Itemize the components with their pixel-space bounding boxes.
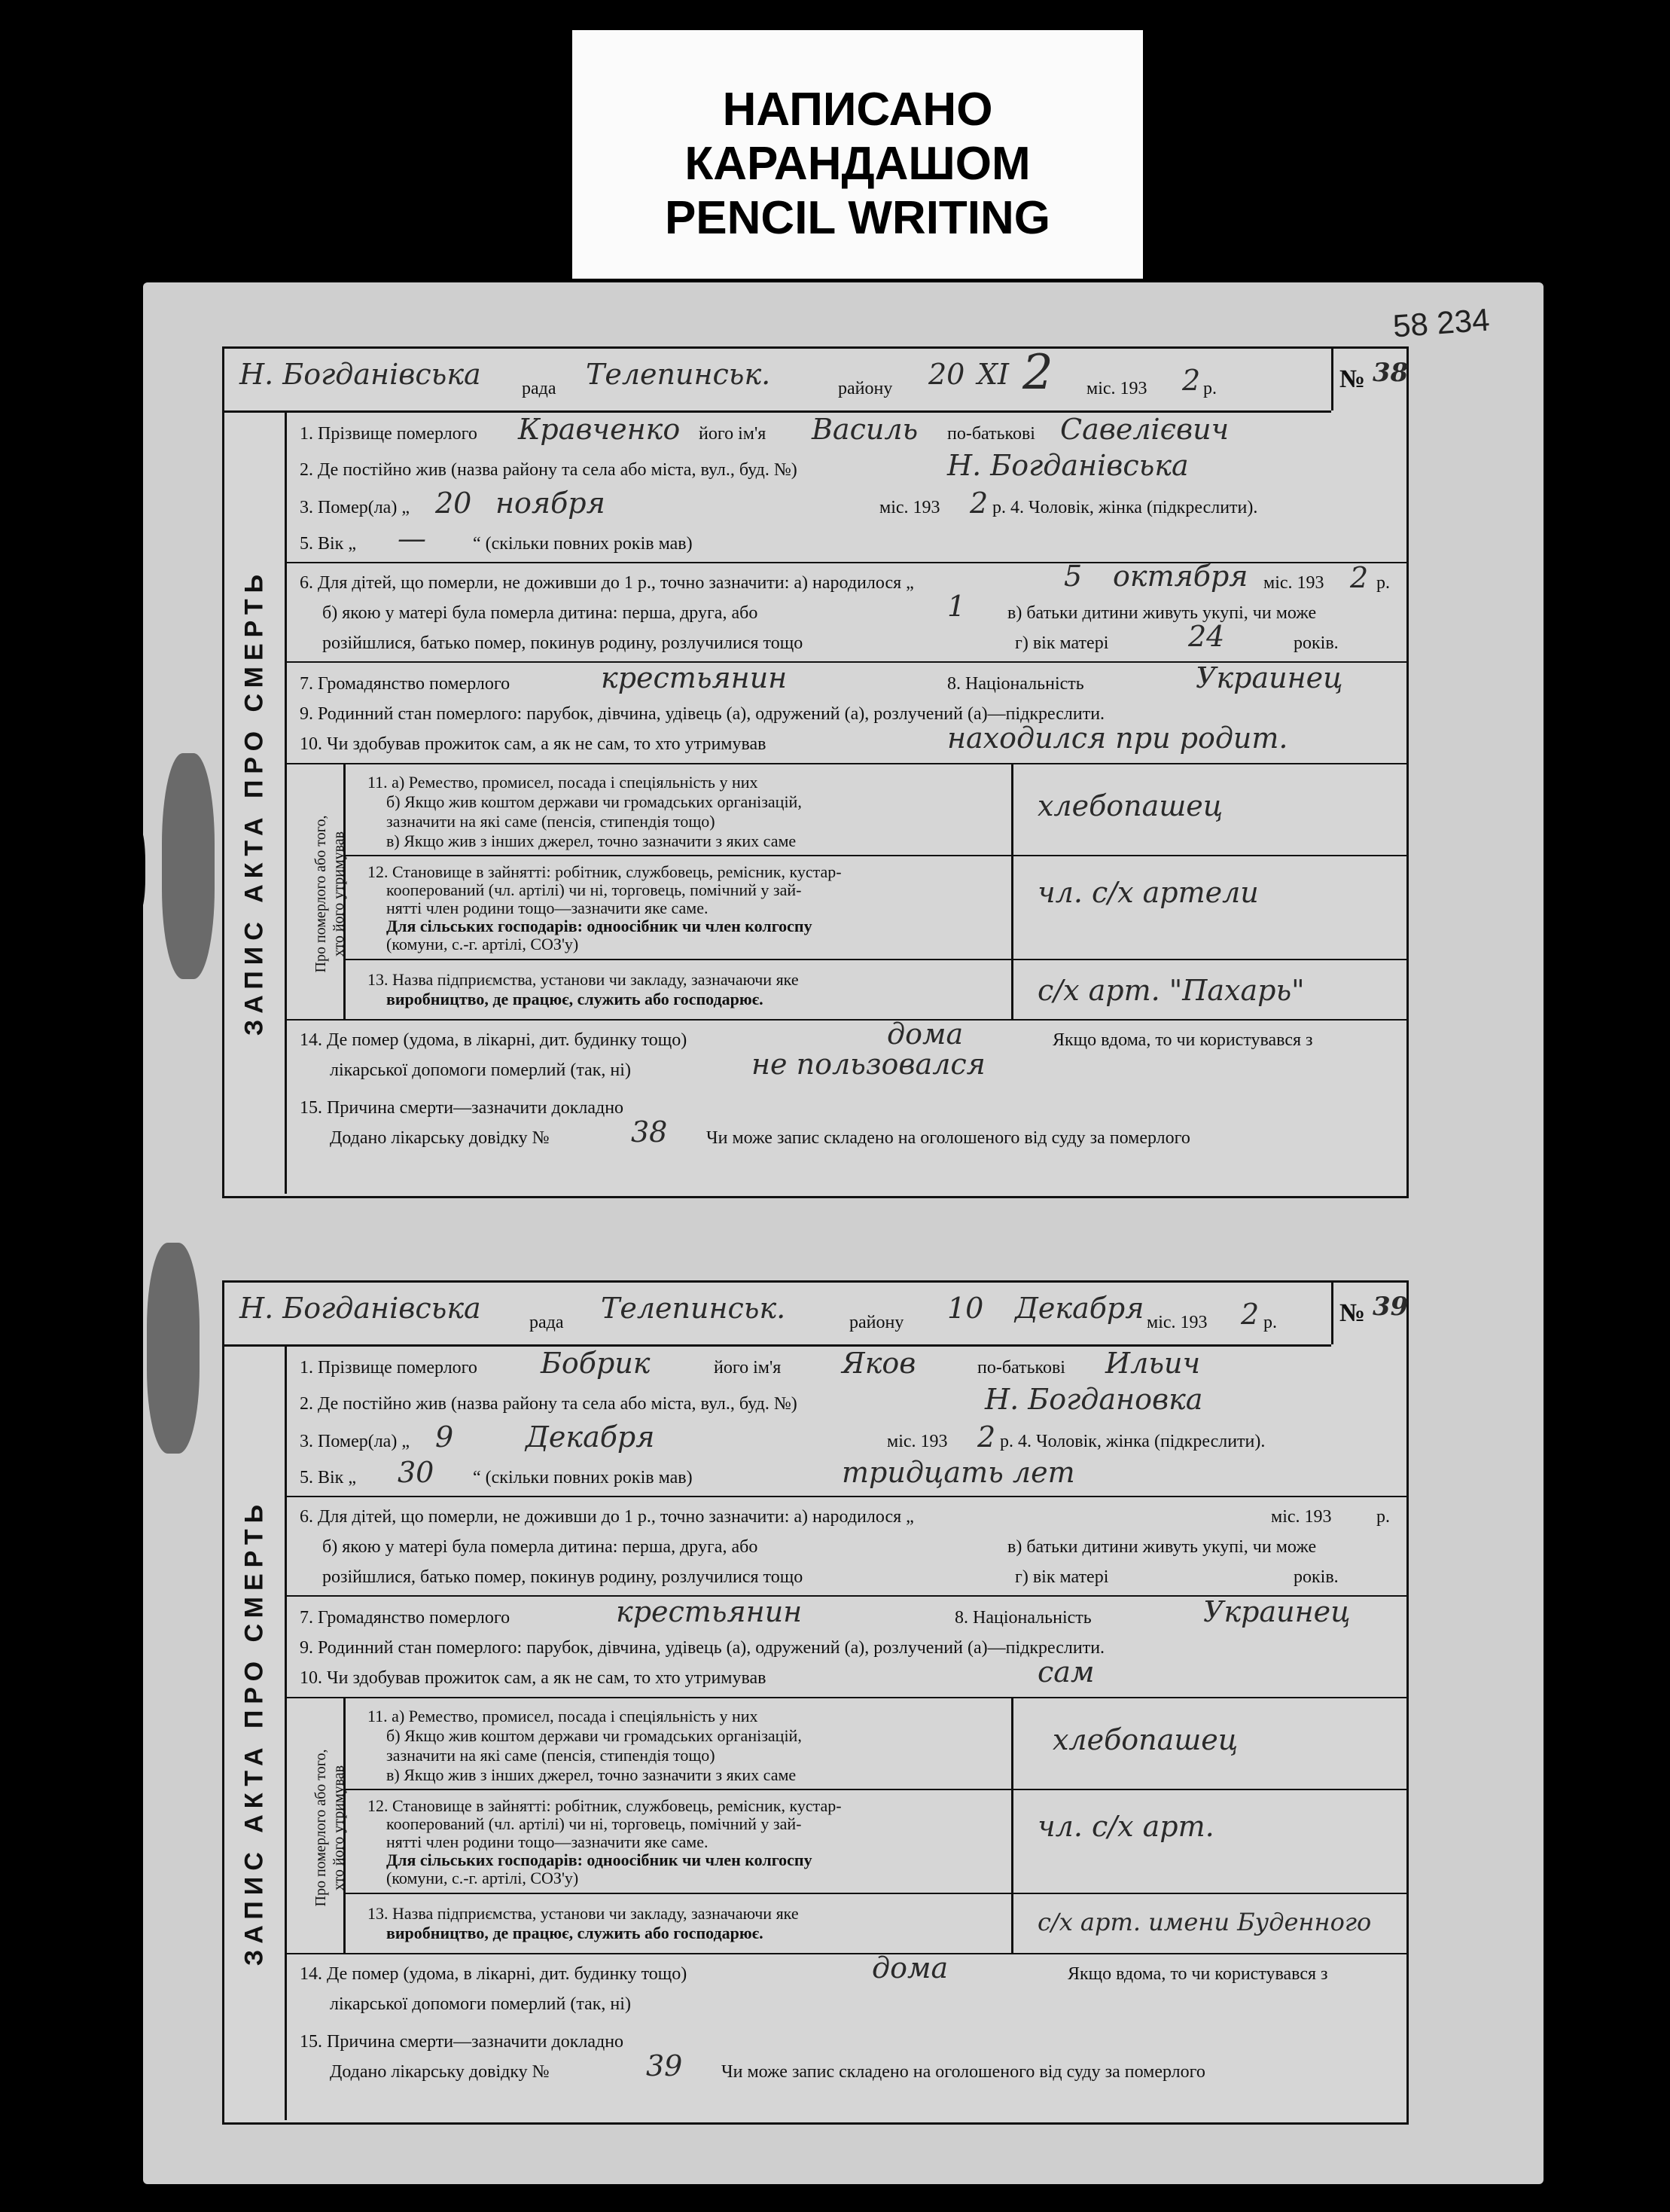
sex-label: р. 4. Чоловік, жінка (підкреслити). xyxy=(992,498,1258,517)
record-number-value: 39 xyxy=(1373,1292,1409,1322)
supported-label: 10. Чи здобував прожиток сам, а як не сам, то хто утримував xyxy=(300,734,766,754)
surname-value: Кравченко xyxy=(518,413,681,446)
nationality-label: 8. Національність xyxy=(955,1608,1092,1628)
date-mark-value: 2 xyxy=(1022,345,1053,401)
no-label: № xyxy=(1339,365,1366,393)
enterprise-label: 13. Назва підприємства, установи чи закладу, зазначаючи яке xyxy=(367,970,799,989)
year-value: 2 xyxy=(1182,364,1201,397)
divider xyxy=(1011,1697,1013,1953)
age-words-value: тридцать лет xyxy=(842,1456,1075,1489)
enterprise-value: с/х арт. имени Буденного xyxy=(1038,1908,1372,1936)
age-value: 30 xyxy=(398,1456,434,1489)
birth-year-label: р. xyxy=(1376,1507,1390,1527)
farmers-label: Для сільських господарів: одноосібник чи член колгоспу xyxy=(386,917,812,935)
record-number-box xyxy=(1331,1283,1409,1344)
mother-age-value: 24 xyxy=(1188,620,1225,653)
years-label: років. xyxy=(1294,633,1339,653)
employment-label: 12. Становище в зайнятті: робітник, службовець, ремісник, кустар- xyxy=(367,1796,842,1815)
archive-page-number: 58 234 xyxy=(1391,301,1491,344)
employment-value: чл. с/х арт. xyxy=(1038,1810,1214,1843)
death-record-1 xyxy=(222,346,1409,1198)
death-date-label: 3. Помер(ла) „ xyxy=(300,498,410,517)
citizenship-label: 7. Громадянство померлого xyxy=(300,1608,510,1628)
record-number-value: 38 xyxy=(1373,358,1409,388)
page-tear xyxy=(132,828,145,911)
surname-value: Бобрик xyxy=(541,1347,651,1380)
age-note-label: “ (скільки повних років мав) xyxy=(473,534,693,554)
r-label: р. xyxy=(1263,1313,1277,1332)
district-value: Телепинськ. xyxy=(586,358,771,391)
death-month-value: ноября xyxy=(495,487,605,520)
side-title-text: ЗАПИС АКТА ПРО СМЕРТЬ xyxy=(239,568,269,1036)
council-value: Н. Богданівська xyxy=(239,358,481,391)
parents-label: в) батьки дитини живуть укупі, чи може xyxy=(1007,1537,1317,1557)
occupation-other-label: в) Якщо жив з інших джерел, точно зазначити з яких саме xyxy=(386,831,797,850)
age-value: — xyxy=(398,522,426,555)
employment-line-2: кооперований (чл. артілі) чи ні, торговець, помічний у зай- xyxy=(386,1814,802,1833)
enterprise-line-2: виробництво, де працює, служить або господарює. xyxy=(386,990,763,1008)
death-record-2 xyxy=(222,1280,1409,2125)
court-label: Чи може запис складено на оголошеного від суду за померлого xyxy=(721,2062,1205,2082)
occupation-pension-label: зазначити на які саме (пенсія, стипендія тощо) xyxy=(386,1746,715,1765)
parents-status-label: розійшлися, батько помер, покинув родину, розлучилися тощо xyxy=(322,1567,803,1587)
residence-label: 2. Де постійно жив (назва району та села або міста, вул., буд. №) xyxy=(300,460,797,480)
occupation-value: хлебопашец xyxy=(1053,1723,1239,1756)
death-year-value: 2 xyxy=(970,487,989,520)
vlabel-line-2: хто його утримував xyxy=(331,1765,347,1891)
ink-stain xyxy=(147,1243,200,1454)
surname-label: 1. Прізвище померлого xyxy=(300,1358,477,1378)
employment-value: чл. с/х артели xyxy=(1038,876,1259,909)
pencil-writing-note xyxy=(572,30,1143,279)
vlabel-line-1: Про померлого або того, xyxy=(312,815,329,973)
farmers-line-2: (комуни, с.-г. артілі, СОЗ'у) xyxy=(386,935,579,953)
death-date-label: 3. Помер(ла) „ xyxy=(300,1432,410,1451)
date-month-value: Декабря xyxy=(1015,1292,1144,1325)
mother-age-label: г) вік матері xyxy=(1015,1567,1109,1587)
surname-label: 1. Прізвище померлого xyxy=(300,424,477,444)
death-year-value: 2 xyxy=(977,1420,996,1454)
years-label: років. xyxy=(1294,1567,1339,1587)
divider xyxy=(1011,763,1013,1019)
sex-label: р. 4. Чоловік, жінка (підкреслити). xyxy=(1000,1432,1266,1451)
enterprise-line-2: виробництво, де працює, служить або господарює. xyxy=(386,1924,763,1942)
occupation-pension-label: зазначити на які саме (пенсія, стипендія тощо) xyxy=(386,812,715,831)
parents-label: в) батьки дитини живуть укупі, чи може xyxy=(1007,603,1317,623)
birth-month-label: міс. 193 xyxy=(1263,573,1324,593)
nationality-value: Украинец xyxy=(1196,661,1343,694)
place-of-death-label: 14. Де помер (удома, в лікарні, дит. будинку тощо) xyxy=(300,1030,687,1050)
patronymic-label: по-батькові xyxy=(947,424,1035,444)
name-label: його ім'я xyxy=(699,424,766,444)
record-number-box xyxy=(1331,349,1409,410)
birth-month-value: октября xyxy=(1113,560,1248,593)
occupation-other-label: в) Якщо жив з інших джерел, точно зазначити з яких саме xyxy=(386,1765,797,1784)
place-of-death-value: дома xyxy=(887,1018,964,1051)
residence-value: Н. Богданівська xyxy=(947,449,1189,482)
name-label: його ім'я xyxy=(714,1358,782,1378)
vertical-label xyxy=(312,751,348,1037)
note-line-1: НАПИСАНО xyxy=(722,84,993,136)
divider xyxy=(285,1697,1406,1698)
patronymic-label: по-батькові xyxy=(977,1358,1065,1378)
vlabel-line-2: хто його утримував xyxy=(331,831,347,957)
parents-status-label: розійшлися, батько помер, покинув родину, розлучилися тощо xyxy=(322,633,803,653)
child-birth-label: 6. Для дітей, що померли, не доживши до 1 р., точно зазначити: а) народилося „ xyxy=(300,573,914,593)
occupation-value: хлебопашец xyxy=(1038,789,1224,822)
name-value: Василь xyxy=(812,413,919,446)
divider xyxy=(285,763,1406,764)
citizenship-value: крестьянин xyxy=(601,661,788,694)
side-title-text: ЗАПИС АКТА ПРО СМЕРТЬ xyxy=(239,1498,269,1966)
certificate-value: 38 xyxy=(631,1115,668,1149)
district-value: Телепинськ. xyxy=(601,1292,786,1325)
rayonu-label: району xyxy=(849,1313,904,1332)
residence-label: 2. Де постійно жив (назва району та села або міста, вул., буд. №) xyxy=(300,1394,797,1414)
supported-value: сам xyxy=(1038,1655,1095,1689)
rayonu-label: району xyxy=(838,379,893,398)
date-day-value: 10 xyxy=(947,1292,984,1325)
note-line-3: PENCIL WRITING xyxy=(664,192,1051,244)
enterprise-label: 13. Назва підприємства, установи чи закладу, зазначаючи яке xyxy=(367,1904,799,1923)
employment-line-3: нятті член родини тощо—зазначити яке саме. xyxy=(386,1832,709,1851)
child-order-label: б) якою у матері була померла дитина: перша, друга, або xyxy=(322,1537,758,1557)
at-home-label: Якщо вдома, то чи користувався з xyxy=(1068,1964,1328,1984)
divider xyxy=(343,959,1406,960)
divider xyxy=(285,1496,1406,1497)
age-label: 5. Вік „ xyxy=(300,1468,356,1487)
cause-of-death-label: 15. Причина смерти—зазначити докладно xyxy=(300,1098,624,1118)
employment-label: 12. Становище в зайнятті: робітник, службовець, ремісник, кустар- xyxy=(367,862,842,881)
note-line-2: КАРАНДАШОМ xyxy=(684,138,1031,190)
birth-year-label: р. xyxy=(1376,573,1390,593)
birth-month-label: міс. 193 xyxy=(1271,1507,1332,1527)
ink-stain xyxy=(162,753,215,979)
citizenship-label: 7. Громадянство померлого xyxy=(300,674,510,694)
citizenship-value: крестьянин xyxy=(616,1595,803,1628)
death-month-value: Декабря xyxy=(526,1420,655,1454)
year-value: 2 xyxy=(1241,1298,1260,1331)
mis-label: міс. 193 xyxy=(1086,379,1147,398)
date-month-value: XI xyxy=(977,358,1010,391)
occupation-label: 11. а) Ремество, промисел, посада і спеціяльність у них xyxy=(367,773,758,792)
vertical-label xyxy=(312,1685,348,1971)
medical-help-label: лікарської допомоги померлий (так, ні) xyxy=(330,1060,631,1080)
nationality-value: Украинец xyxy=(1203,1595,1351,1628)
divider xyxy=(343,1789,1406,1790)
occupation-state-label: б) Якщо жив коштом держави чи громадських організацій, xyxy=(386,792,802,811)
vlabel-line-1: Про померлого або того, xyxy=(312,1749,329,1907)
r-label: р. xyxy=(1203,379,1217,398)
birth-day-value: 5 xyxy=(1064,560,1083,593)
mis-label: міс. 193 xyxy=(1147,1313,1208,1332)
rada-label: рада xyxy=(529,1313,564,1332)
divider xyxy=(285,1019,1406,1021)
certificate-value: 39 xyxy=(646,2049,683,2082)
employment-line-3: нятті член родини тощо—зазначити яке саме. xyxy=(386,899,709,917)
council-value: Н. Богданівська xyxy=(239,1292,481,1325)
age-label: 5. Вік „ xyxy=(300,534,356,554)
mother-age-label: г) вік матері xyxy=(1015,633,1109,653)
supported-label: 10. Чи здобував прожиток сам, а як не сам, то хто утримував xyxy=(300,1668,766,1688)
side-title xyxy=(224,410,287,1194)
occupation-label: 11. а) Ремество, промисел, посада і спеціяльність у них xyxy=(367,1707,758,1725)
death-month-label: міс. 193 xyxy=(887,1432,948,1451)
farmers-line-2: (комуни, с.-г. артілі, СОЗ'у) xyxy=(386,1869,579,1887)
marital-status-label: 9. Родинний стан померлого: парубок, дівчина, удівець (а), одружений (а), розлучений (а)—підкреслити. xyxy=(300,704,1105,724)
farmers-label: Для сільських господарів: одноосібник чи член колгоспу xyxy=(386,1850,812,1869)
nationality-label: 8. Національність xyxy=(947,674,1084,694)
medical-help-label: лікарської допомоги померлий (так, ні) xyxy=(330,1994,631,2014)
marital-status-label: 9. Родинний стан померлого: парубок, дівчина, удівець (а), одружений (а), розлучений (а)—підкреслити. xyxy=(300,1638,1105,1658)
record-header xyxy=(224,345,1331,413)
divider xyxy=(285,1953,1406,1954)
death-month-label: міс. 193 xyxy=(879,498,940,517)
patronymic-value: Савелієвич xyxy=(1060,413,1230,446)
employment-line-2: кооперований (чл. артілі) чи ні, торговець, помічний у зай- xyxy=(386,880,802,899)
record-header xyxy=(224,1283,1331,1347)
certificate-label: Додано лікарську довідку № xyxy=(330,2062,550,2082)
age-note-label: “ (скільки повних років мав) xyxy=(473,1468,693,1487)
child-order-label: б) якою у матері була померла дитина: перша, друга, або xyxy=(322,603,758,623)
divider xyxy=(343,1893,1406,1894)
divider xyxy=(343,855,1406,856)
place-of-death-value: дома xyxy=(872,1951,949,1985)
occupation-state-label: б) Якщо жив коштом держави чи громадських організацій, xyxy=(386,1726,802,1745)
side-title xyxy=(224,1344,287,2120)
no-label: № xyxy=(1339,1299,1366,1327)
date-day-value: 20 xyxy=(928,358,965,391)
death-day-value: 9 xyxy=(435,1420,454,1454)
birth-year-value: 2 xyxy=(1350,561,1369,594)
cause-of-death-label: 15. Причина смерти—зазначити докладно xyxy=(300,2032,624,2052)
court-label: Чи може запис складено на оголошеного від суду за померлого xyxy=(706,1128,1190,1148)
place-of-death-label: 14. Де помер (удома, в лікарні, дит. будинку тощо) xyxy=(300,1964,687,1984)
at-home-label: Якщо вдома, то чи користувався з xyxy=(1053,1030,1313,1050)
residence-value: Н. Богдановка xyxy=(985,1383,1203,1416)
patronymic-value: Ильич xyxy=(1105,1347,1201,1380)
death-day-value: 20 xyxy=(435,487,472,520)
enterprise-value: с/х арт. "Пахарь" xyxy=(1038,974,1305,1007)
rada-label: рада xyxy=(522,379,556,398)
medical-help-value: не пользовался xyxy=(751,1048,986,1081)
name-value: Яков xyxy=(842,1347,916,1380)
supported-value: находился при родит. xyxy=(947,722,1288,755)
child-birth-label: 6. Для дітей, що померли, не доживши до 1 р., точно зазначити: а) народилося „ xyxy=(300,1507,914,1527)
child-order-value: 1 xyxy=(947,590,966,623)
certificate-label: Додано лікарську довідку № xyxy=(330,1128,550,1148)
